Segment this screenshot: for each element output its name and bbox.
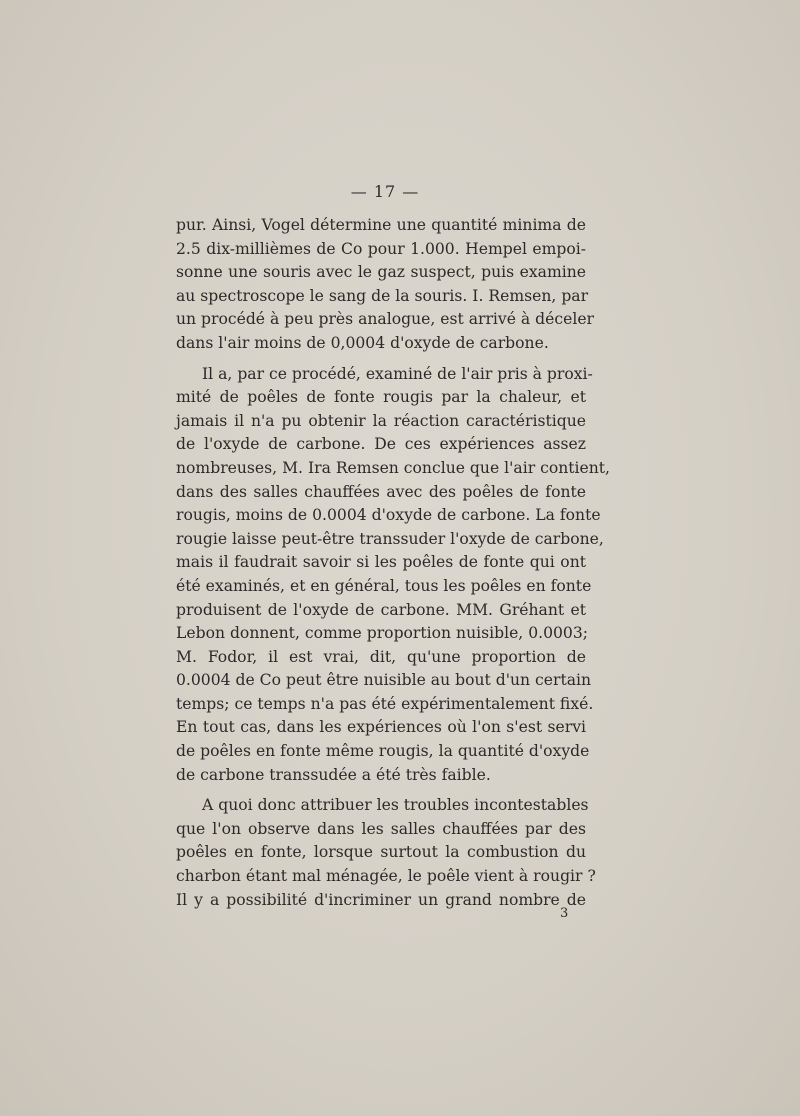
paragraph [176,214,595,356]
text-line: sonne une souris avec le gaz suspect, puis examine [176,263,586,282]
text-line: poêles en fonte, lorsque surtout la combustion du [176,843,586,862]
paragraph [176,794,596,912]
text-line: un procédé à peu près analogue, est arrivé à déceler [176,310,595,329]
text-line: mais il faudrait savoir si les poêles de fonte qui ont [176,553,586,572]
signature-mark: 3 [560,906,569,921]
text-line: charbon étant mal ménagée, le poêle vient à rougir ? [176,867,596,886]
text-line: dans des salles chauffées avec des poêles de fonte [176,482,586,501]
text-line: Il a, par ce procédé, examiné de l'air pris à proxi- [202,364,593,383]
text-line: 0.0004 de Co peut être nuisible au bout d'un certain [176,671,592,690]
text-line: En tout cas, dans les expériences où l'on s'est servi [176,718,586,737]
page-number-header: — 17 — [350,182,420,201]
text-line: Il y a possibilité d'incriminer un grand nombre de [176,890,586,909]
text-line: rougie laisse peut-être transsuder l'oxyde de carbone, [176,529,604,548]
text-line: au spectroscope le sang de la souris. I. Remsen, par [176,286,589,305]
text-line: pur. Ainsi, Vogel détermine une quantité minima de [176,216,586,234]
text-line: de carbone transsudée a été très faible. [176,765,491,784]
text-line: 2.5 dix-millièmes de Co pour 1.000. Hempel empoi- [176,239,586,258]
text-line: temps; ce temps n'a pas été expérimentalement fixé. [176,694,594,713]
text-line: dans l'air moins de 0,0004 d'oxyde de carbone. [176,333,549,352]
text-line: de poêles en fonte même rougis, la quantité d'oxyde [176,742,590,761]
text-line: M. Fodor, il est vrai, dit, qu'une proportion de [176,647,586,666]
text-line: A quoi donc attribuer les troubles incontestables [202,796,589,815]
text-line: jamais il n'a pu obtenir la réaction caractéristique [176,411,586,430]
text-line: que l'on observe dans les salles chauffées par des [176,819,586,838]
paragraph [176,363,611,788]
text-line: été examinés, et en général, tous les poêles en fonte [176,576,592,595]
text-line: mité de poêles de fonte rougis par la chaleur, et [176,388,586,407]
text-line: de l'oxyde de carbone. De ces expériences assez [176,435,586,454]
body-text [176,214,611,912]
text-line: rougis, moins de 0.0004 d'oxyde de carbone. La fonte [176,506,601,525]
text-line: produisent de l'oxyde de carbone. MM. Gréhant et [176,600,586,619]
text-line: nombreuses, M. Ira Remsen conclue que l'air contient, [176,458,611,477]
text-line: Lebon donnent, comme proportion nuisible, 0.0003; [176,624,589,643]
